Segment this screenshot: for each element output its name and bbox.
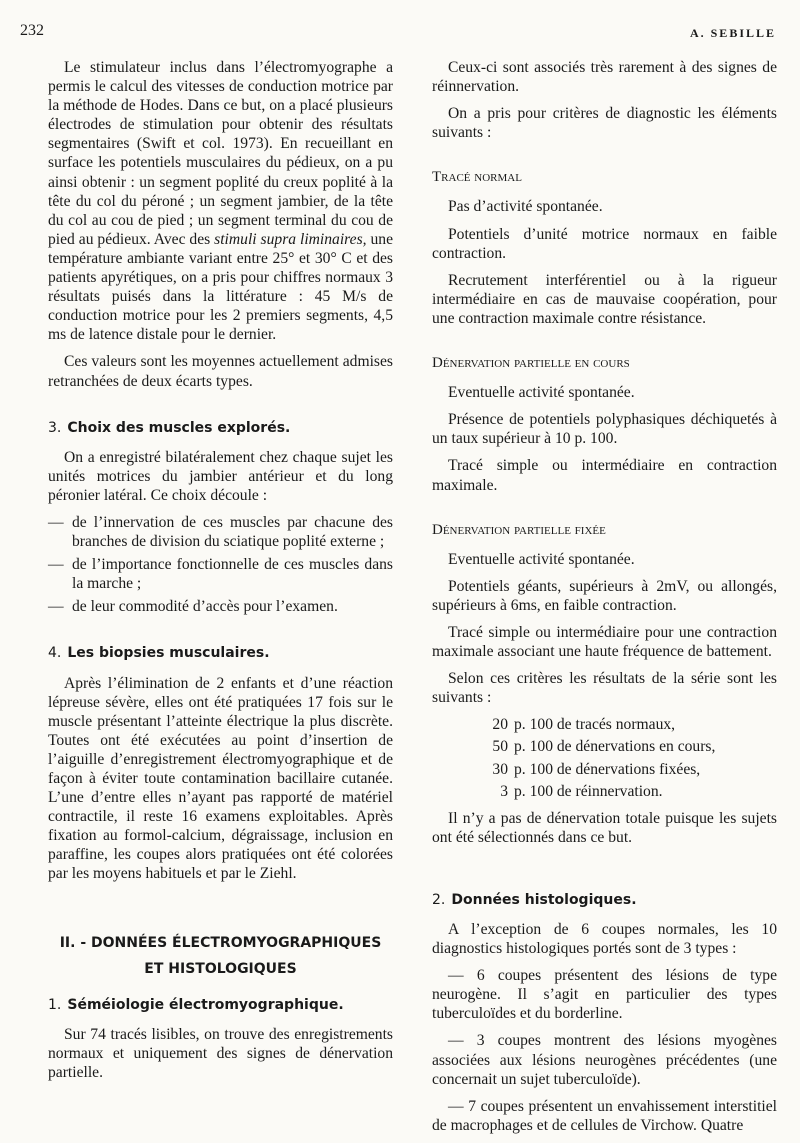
- criterion: Potentiels d’unité motrice normaux en faible contraction.: [432, 225, 777, 262]
- list-item: — de leur commodité d’accès pour l’examen.: [48, 597, 393, 616]
- criterion: Potentiels géants, supérieurs à 2mV, ou allongés, supérieurs à 6ms, en faible contraction.: [432, 577, 777, 614]
- paragraph-results-intro: Selon ces critères les résultats de la série sont les suivants :: [432, 670, 777, 707]
- paragraph-criteria-intro: On a pris pour critères de diagnostic les éléments suivants :: [432, 105, 777, 142]
- criterion: Tracé simple ou intermédiaire pour une contraction maximale associant une haute fréquence de battement.: [432, 623, 777, 661]
- criterion: Présence de potentiels polyphasiques déchiquetés à un taux supérieur à 10 p. 100.: [432, 411, 777, 448]
- criterion: Pas d’activité spontanée.: [448, 198, 603, 216]
- paragraph-biopsies: Après l’élimination de 2 enfants et d’une réaction lépreuse sévère, elles ont été pratiquées 17 fois sur le muscle présentant l’atteinte électrique la plus discrète. Toutes ont été exécutées au point d’insertion de l’aiguille d’enregistrement électromyographique et de façon à éviter toute contamination bacillaire cutanée. L’une d’entre elles n’ayant pas rapporté de matériel contractile, il reste 16 examens exploitables. Après fixation au formol-calcium, dégraissage, inclusion en paraffine, les coupes alors pratiquées ont été colorées par les moyens habituels et par le Ziehl.: [48, 674, 393, 883]
- criterion: Tracé simple ou intermédiaire en contraction maximale.: [432, 457, 777, 494]
- result-row: 3 p. 100 de réinnervation.: [500, 782, 663, 800]
- paragraph-myogene: — 3 coupes montrent des lésions myogènes associées aux lésions neurogènes précédentes (une concernait un sujet tuberculoïde).: [432, 1032, 777, 1088]
- list-item: — de l’importance fonctionnelle de ces muscles dans la marche ;: [48, 555, 393, 593]
- right-column: [432, 58, 777, 1143]
- list-item: — de l’innervation de ces muscles par chacune des branches de division du sciatique poplité externe ;: [48, 513, 393, 551]
- heading-denervation-en-cours: Dénervation partielle en cours: [432, 355, 630, 372]
- heading-denervation-fixee: Dénervation partielle fixée: [432, 521, 606, 538]
- paragraph-conduction: Le stimulateur inclus dans l’électromyographe a permis le calcul des vitesses de conduction motrice par la méthode de Hodes. Dans ce but, on a placé plusieurs électrodes de stimulation pour obtenir des résultats segmentaires (Swift et col. 1973). En recueillant en surface les potentiels musculaires du pédieux, on a pu ainsi obtenir : un segment poplité du creux poplité à la tête du col du péroné ; un segment jambier, de la tête du col au cou de pied ; un segment terminal du cou de pied au pédieux. Avec des stimuli supra liminaires, une température ambiante variant entre 25° et 30° C et des patients apyrétiques, on a pris pour chiffres normaux 3 résultats puisés dans la littérature : 45 M/s de conduction motrice pour les 2 premiers segments, 4,5 ms de latence distale pour le dernier.: [48, 59, 394, 344]
- left-column: [48, 58, 393, 1090]
- paragraph-neurogene: — 6 coupes présentent des lésions de type neurogène. Il s’agit en particulier des types tuberculoïdes et du borderline.: [432, 967, 777, 1023]
- paragraph-no-total: Il n’y a pas de dénervation totale puisque les sujets ont été sélectionnés dans ce but.: [432, 809, 777, 846]
- muscle-reasons-list: [48, 513, 393, 616]
- results-list: [480, 715, 777, 800]
- result-row: 20 p. 100 de tracés normaux,: [492, 716, 676, 734]
- criterion: Eventuelle activité spontanée.: [448, 550, 635, 568]
- section-3-heading: 3. Choix des muscles explorés.: [48, 419, 291, 436]
- paragraph-traces: Sur 74 tracés lisibles, on trouve des enregistrements normaux et uniquement des signes de dénervation partielle.: [48, 1025, 393, 1081]
- paragraph-reinnervation: Ceux-ci sont associés très rarement à des signes de réinnervation.: [432, 59, 777, 96]
- paragraph-virchow: — 7 coupes présentent un envahissement interstitiel de macrophages et de cellules de Virchow. Quatre: [432, 1097, 777, 1134]
- section-1-heading: 1. Séméiologie électromyographique.: [48, 996, 344, 1013]
- section-2-heading: 2. Données histologiques.: [432, 891, 637, 908]
- page-number: 232: [20, 22, 44, 39]
- heading-trace-normal: Tracé normal: [432, 169, 522, 186]
- section-4-heading: 4. Les biopsies musculaires.: [48, 645, 270, 662]
- result-row: 50 p. 100 de dénervations en cours,: [492, 738, 716, 756]
- criterion: Eventuelle activité spontanée.: [448, 384, 635, 402]
- criterion: Recrutement interférentiel ou à la rigueur intermédiaire en cas de mauvaise coopération, pour une contraction maximale contre résistance.: [432, 271, 777, 327]
- paragraph-values: Ces valeurs sont les moyennes actuellement admises retranchées de deux écarts types.: [48, 353, 393, 390]
- paragraph-histology-intro: A l’exception de 6 coupes normales, les 10 diagnostics histologiques portés sont de 3 types :: [432, 921, 777, 958]
- paragraph-muscles: On a enregistré bilatéralement chez chaque sujet les unités motrices du jambier antérieur et du long péronier latéral. Ce choix découle :: [48, 448, 393, 504]
- running-header-author: A. SEBILLE: [689, 26, 776, 40]
- result-row: 30 p. 100 de dénervations fixées,: [492, 760, 701, 778]
- chapter-heading: II. - DONNÉES ÉLECTROMYOGRAPHIQUES ET HISTOLOGIQUES: [59, 934, 382, 977]
